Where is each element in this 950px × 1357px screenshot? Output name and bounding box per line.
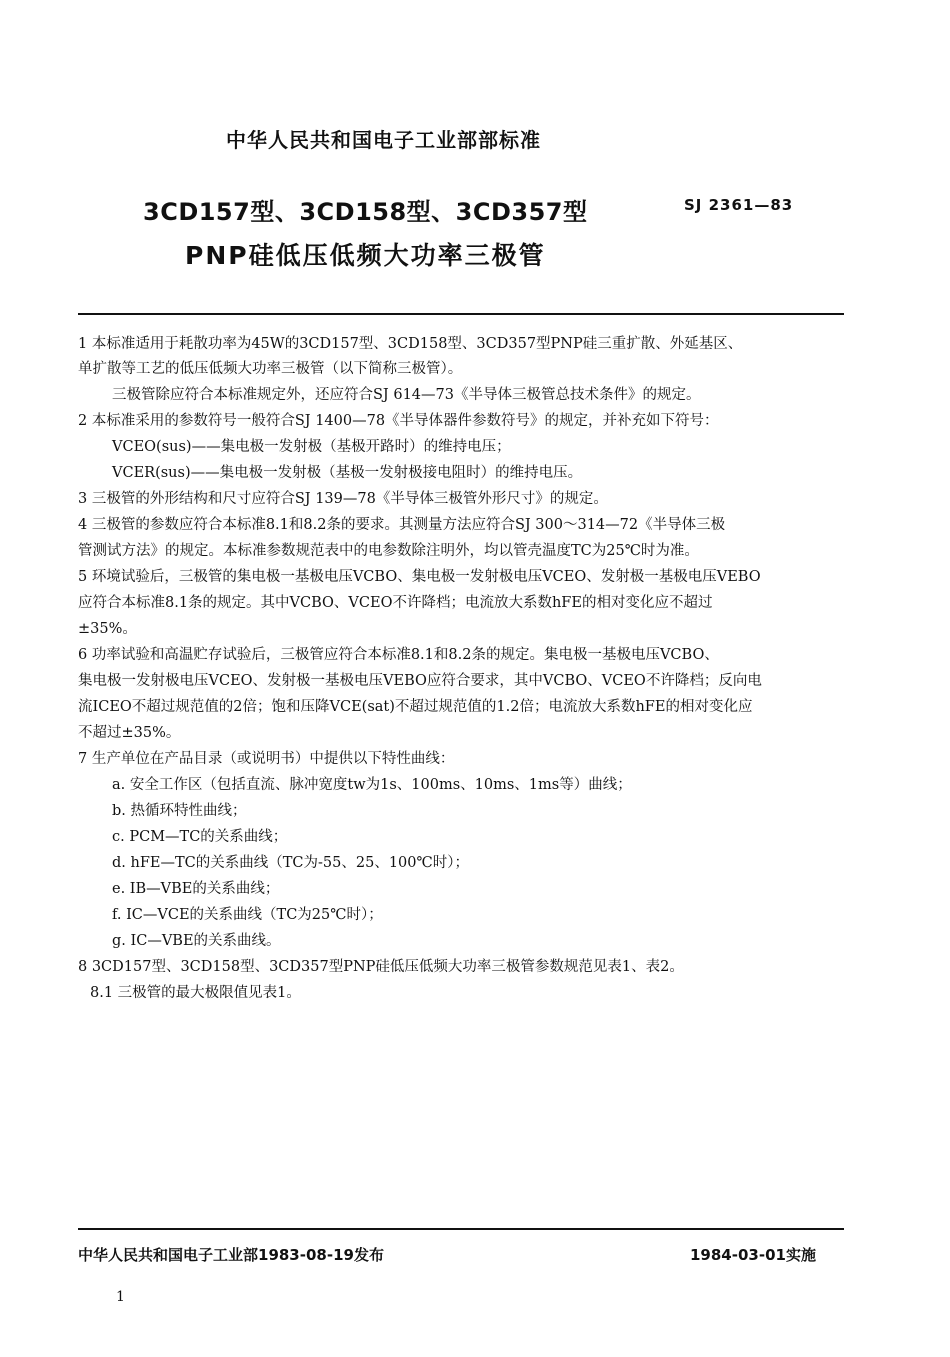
body-line: a. 安全工作区（包括直流、脉冲宽度tw为1s、100ms、10ms、1ms等）曲线； [112, 777, 632, 793]
body-line: f. IC—VCE的关系曲线（TC为25℃时）； [112, 907, 383, 923]
body-line: 应符合本标准8.1条的规定。其中VCBO、VCEO不许降档；电流放大系数hFE的相对变化应不超过 [78, 595, 713, 611]
body-line: 2 本标准采用的参数符号一般符合SJ 1400—78《半导体器件参数符号》的规定，并补充如下符号： [78, 413, 719, 429]
body-line: 8.1 三极管的最大极限值见表1。 [90, 985, 301, 1001]
body-line: VCEO(sus)——集电极一发射极（基极开路时）的维持电压； [112, 439, 511, 455]
document-title-line1: 3CD157型、3CD158型、3CD357型 [143, 198, 588, 226]
body-line: 4 三极管的参数应符合本标准8.1和8.2条的要求。其测量方法应符合SJ 300～314—72《半导体三极 [78, 517, 726, 533]
body-line: 6 功率试验和高温贮存试验后，三极管应符合本标准8.1和8.2条的规定。集电极一基极电压VCBO、 [78, 647, 719, 663]
body-line: 7 生产单位在产品目录（或说明书）中提供以下特性曲线： [78, 751, 455, 767]
body-line: e. IB—VBE的关系曲线； [112, 881, 280, 897]
document-title-line2: PNP硅低压低频大功率三极管 [185, 241, 546, 270]
body-line: b. 热循环特性曲线； [112, 803, 247, 819]
body-line: 1 本标准适用于耗散功率为45W的3CD157型、3CD158型、3CD357型PNP硅三重扩散、外延基区、 [78, 336, 743, 352]
footer-divider [78, 1228, 844, 1230]
body-line: 三极管除应符合本标准规定外，还应符合SJ 614—73《半导体三极管总技术条件》的规定。 [112, 387, 701, 403]
body-line: 5 环境试验后，三极管的集电极一基极电压VCBO、集电极一发射极电压VCEO、发射极一基极电压VEBO [78, 569, 761, 585]
page-number: 1 [116, 1289, 125, 1305]
effective-date: 1984-03-01实施 [690, 1246, 816, 1264]
body-line: 管测试方法》的规定。本标准参数规范表中的电参数除注明外，均以管壳温度TC为25℃时为准。 [78, 543, 699, 559]
body-line: 流ICEO不超过规范值的2倍；饱和压降VCE(sat)不超过规范值的1.2倍；电流放大系数hFE的相对变化应 [78, 699, 753, 715]
issuing-organization: 中华人民共和国电子工业部部标准 [226, 128, 541, 152]
body-line: c. PCM—TC的关系曲线； [112, 829, 288, 845]
header-divider [78, 313, 844, 315]
body-line: 不超过±35%。 [78, 725, 181, 741]
body-line: g. IC—VBE的关系曲线。 [112, 933, 281, 949]
body-line: 3 三极管的外形结构和尺寸应符合SJ 139—78《半导体三极管外形尺寸》的规定。 [78, 491, 608, 507]
body-line: 8 3CD157型、3CD158型、3CD357型PNP硅低压低频大功率三极管参数规范见表1、表2。 [78, 959, 684, 975]
body-line: ±35%。 [78, 621, 137, 637]
body-line: 单扩散等工艺的低压低频大功率三极管（以下简称三极管）。 [78, 361, 463, 377]
issue-date: 中华人民共和国电子工业部1983-08-19发布 [78, 1246, 384, 1264]
body-line: d. hFE—TC的关系曲线（TC为-55、25、100℃时）； [112, 855, 469, 871]
body-line: VCER(sus)——集电极一发射极（基极一发射极接电阻时）的维持电压。 [112, 465, 583, 481]
body-line: 集电极一发射极电压VCEO、发射极一基极电压VEBO应符合要求，其中VCBO、VCEO不许降档；反向电 [78, 673, 762, 689]
standard-number: SJ 2361—83 [684, 196, 794, 214]
